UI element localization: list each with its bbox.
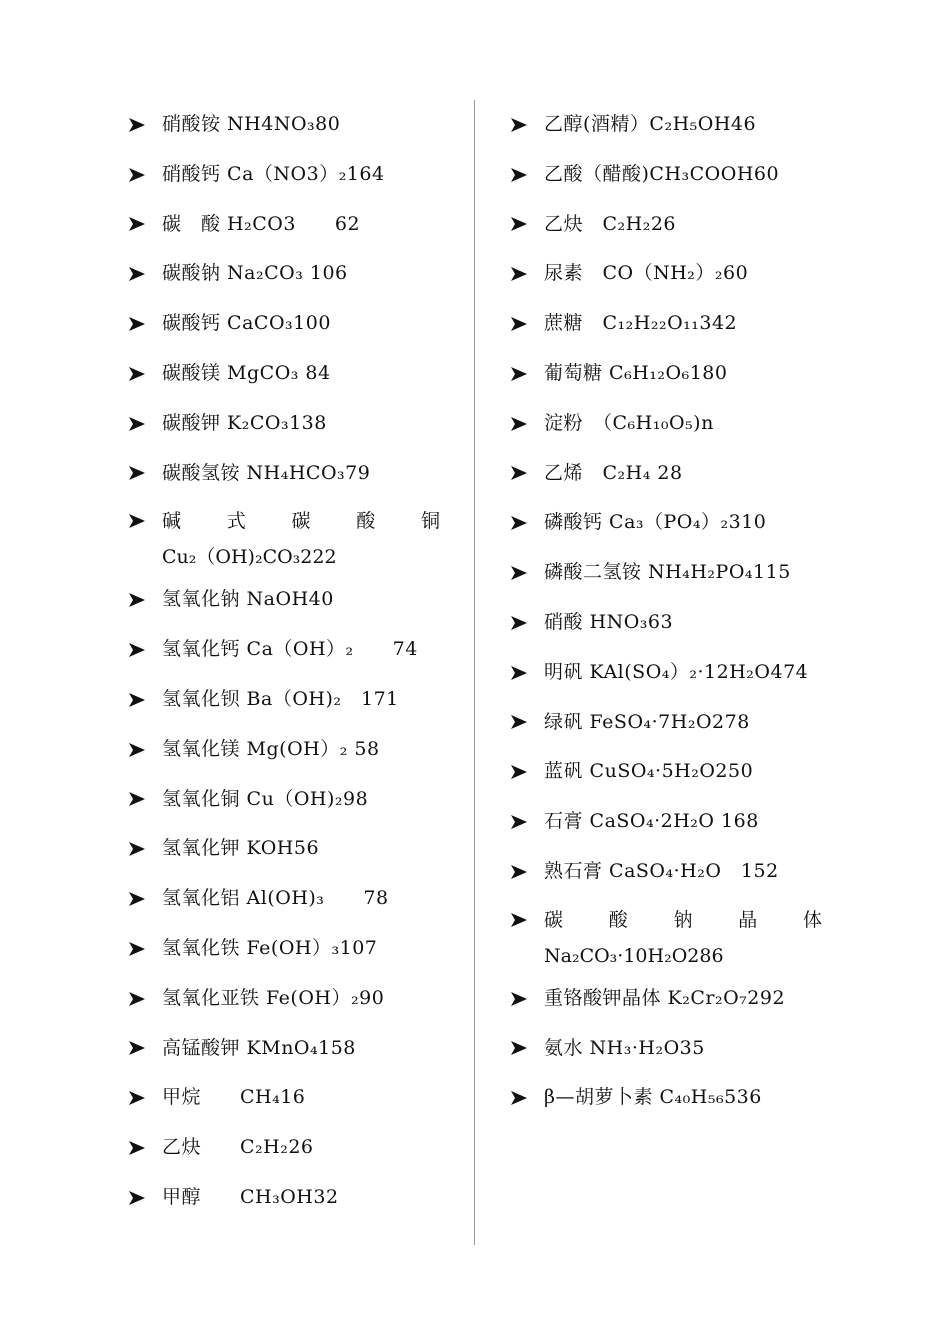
spread-heading: 碳 酸 钠 晶 体	[544, 908, 822, 931]
list-item: 乙炔 C₂H₂26	[128, 1123, 440, 1173]
list-item: 蔗糖 C₁₂H₂₂O₁₁342	[510, 299, 822, 349]
column-divider	[474, 100, 475, 1245]
arrowhead-bullet-icon	[128, 725, 146, 775]
list-item: 氢氧化钙 Ca（OH）₂ 74	[128, 625, 440, 675]
list-item: 乙酸（醋酸)CH₃COOH60	[510, 150, 822, 200]
arrowhead-bullet-icon	[510, 648, 528, 698]
arrowhead-bullet-icon	[128, 675, 146, 725]
list-item: 氢氧化钡 Ba（OH)₂ 171	[128, 675, 440, 725]
list-item: 石膏 CaSO₄·2H₂O 168	[510, 797, 822, 847]
list-item: 明矾 KAl(SO₄）₂·12H₂O474	[510, 648, 822, 698]
list-item: 磷酸二氢铵 NH₄H₂PO₄115	[510, 548, 822, 598]
arrowhead-bullet-icon	[128, 1173, 146, 1223]
arrowhead-bullet-icon	[510, 449, 528, 499]
list-item: 磷酸钙 Ca₃（PO₄）₂310	[510, 498, 822, 548]
arrowhead-bullet-icon	[128, 150, 146, 200]
left-column	[128, 100, 440, 1223]
arrowhead-bullet-icon	[510, 847, 528, 897]
arrowhead-bullet-icon	[510, 399, 528, 449]
arrowhead-bullet-icon	[128, 1024, 146, 1074]
arrowhead-bullet-icon	[510, 747, 528, 797]
list-item: 甲烷 CH₄16	[128, 1073, 440, 1123]
list-item: 淀粉 （C₆H₁₀O₅)n	[510, 399, 822, 449]
arrowhead-bullet-icon	[128, 449, 146, 499]
arrowhead-bullet-icon	[510, 200, 528, 250]
list-item: 碳酸钠 Na₂CO₃ 106	[128, 249, 440, 299]
arrowhead-bullet-icon	[510, 249, 528, 299]
arrowhead-bullet-icon	[510, 698, 528, 748]
arrowhead-bullet-icon	[128, 100, 146, 150]
list-item: 氢氧化亚铁 Fe(OH）₂90	[128, 974, 440, 1024]
list-item: 碳 酸 H₂CO3 62	[128, 200, 440, 250]
arrowhead-bullet-icon	[510, 498, 528, 548]
list-item: 乙烯 C₂H₄ 28	[510, 449, 822, 499]
arrowhead-bullet-icon	[510, 797, 528, 847]
list-item: 甲醇 CH₃OH32	[128, 1173, 440, 1223]
arrowhead-bullet-icon	[128, 399, 146, 449]
arrowhead-bullet-icon	[510, 299, 528, 349]
list-item: 硝酸钙 Ca（NO3）₂164	[128, 150, 440, 200]
arrowhead-bullet-icon	[128, 349, 146, 399]
arrowhead-bullet-icon	[510, 1024, 528, 1074]
list-item: 碳 酸 钠 晶 体 Na₂CO₃·10H₂O286	[510, 897, 822, 974]
list-item: 葡萄糖 C₆H₁₂O₆180	[510, 349, 822, 399]
arrowhead-bullet-icon	[510, 349, 528, 399]
list-item: 高锰酸钾 KMnO₄158	[128, 1024, 440, 1074]
list-item: 乙炔 C₂H₂26	[510, 200, 822, 250]
arrowhead-bullet-icon	[128, 625, 146, 675]
list-item: 氢氧化钠 NaOH40	[128, 575, 440, 625]
list-item: 氢氧化铁 Fe(OH）₃107	[128, 924, 440, 974]
list-item: 乙醇(酒精）C₂H₅OH46	[510, 100, 822, 150]
list-item: 熟石膏 CaSO₄·H₂O 152	[510, 847, 822, 897]
list-item: 氢氧化钾 KOH56	[128, 824, 440, 874]
spread-heading: 碱 式 碳 酸 铜	[162, 510, 440, 533]
list-item: 蓝矾 CuSO₄·5H₂O250	[510, 747, 822, 797]
list-item: 碱 式 碳 酸 铜 Cu₂（OH)₂CO₃222	[128, 498, 440, 575]
compound-list-right	[510, 100, 822, 1123]
list-item: 绿矾 FeSO₄·7H₂O278	[510, 698, 822, 748]
compound-list-left	[128, 100, 440, 1223]
list-item: 碳酸镁 MgCO₃ 84	[128, 349, 440, 399]
right-column	[510, 100, 822, 1123]
arrowhead-bullet-icon	[510, 150, 528, 200]
list-item: 氨水 NH₃·H₂O35	[510, 1024, 822, 1074]
list-item: 氢氧化铜 Cu（OH)₂98	[128, 775, 440, 825]
arrowhead-bullet-icon	[128, 299, 146, 349]
list-item: 碳酸钾 K₂CO₃138	[128, 399, 440, 449]
arrowhead-bullet-icon	[128, 1123, 146, 1173]
arrowhead-bullet-icon	[510, 902, 528, 938]
arrowhead-bullet-icon	[128, 200, 146, 250]
arrowhead-bullet-icon	[510, 974, 528, 1024]
arrowhead-bullet-icon	[128, 1073, 146, 1123]
list-item: 碳酸氢铵 NH₄HCO₃79	[128, 449, 440, 499]
arrowhead-bullet-icon	[128, 924, 146, 974]
list-item: β—胡萝卜素 C₄₀H₅₆536	[510, 1073, 822, 1123]
list-item: 碳酸钙 CaCO₃100	[128, 299, 440, 349]
list-item: 硝酸铵 NH4NO₃80	[128, 100, 440, 150]
arrowhead-bullet-icon	[510, 598, 528, 648]
list-item: 重铬酸钾晶体 K₂Cr₂O₇292	[510, 974, 822, 1024]
list-item: 氢氧化铝 Al(OH)₃ 78	[128, 874, 440, 924]
arrowhead-bullet-icon	[128, 249, 146, 299]
arrowhead-bullet-icon	[128, 575, 146, 625]
arrowhead-bullet-icon	[128, 503, 146, 539]
arrowhead-bullet-icon	[128, 974, 146, 1024]
arrowhead-bullet-icon	[510, 1073, 528, 1123]
arrowhead-bullet-icon	[128, 775, 146, 825]
list-item: 尿素 CO（NH₂）₂60	[510, 249, 822, 299]
arrowhead-bullet-icon	[128, 874, 146, 924]
arrowhead-bullet-icon	[510, 548, 528, 598]
arrowhead-bullet-icon	[128, 824, 146, 874]
list-item: 硝酸 HNO₃63	[510, 598, 822, 648]
arrowhead-bullet-icon	[510, 100, 528, 150]
list-item: 氢氧化镁 Mg(OH）₂ 58	[128, 725, 440, 775]
